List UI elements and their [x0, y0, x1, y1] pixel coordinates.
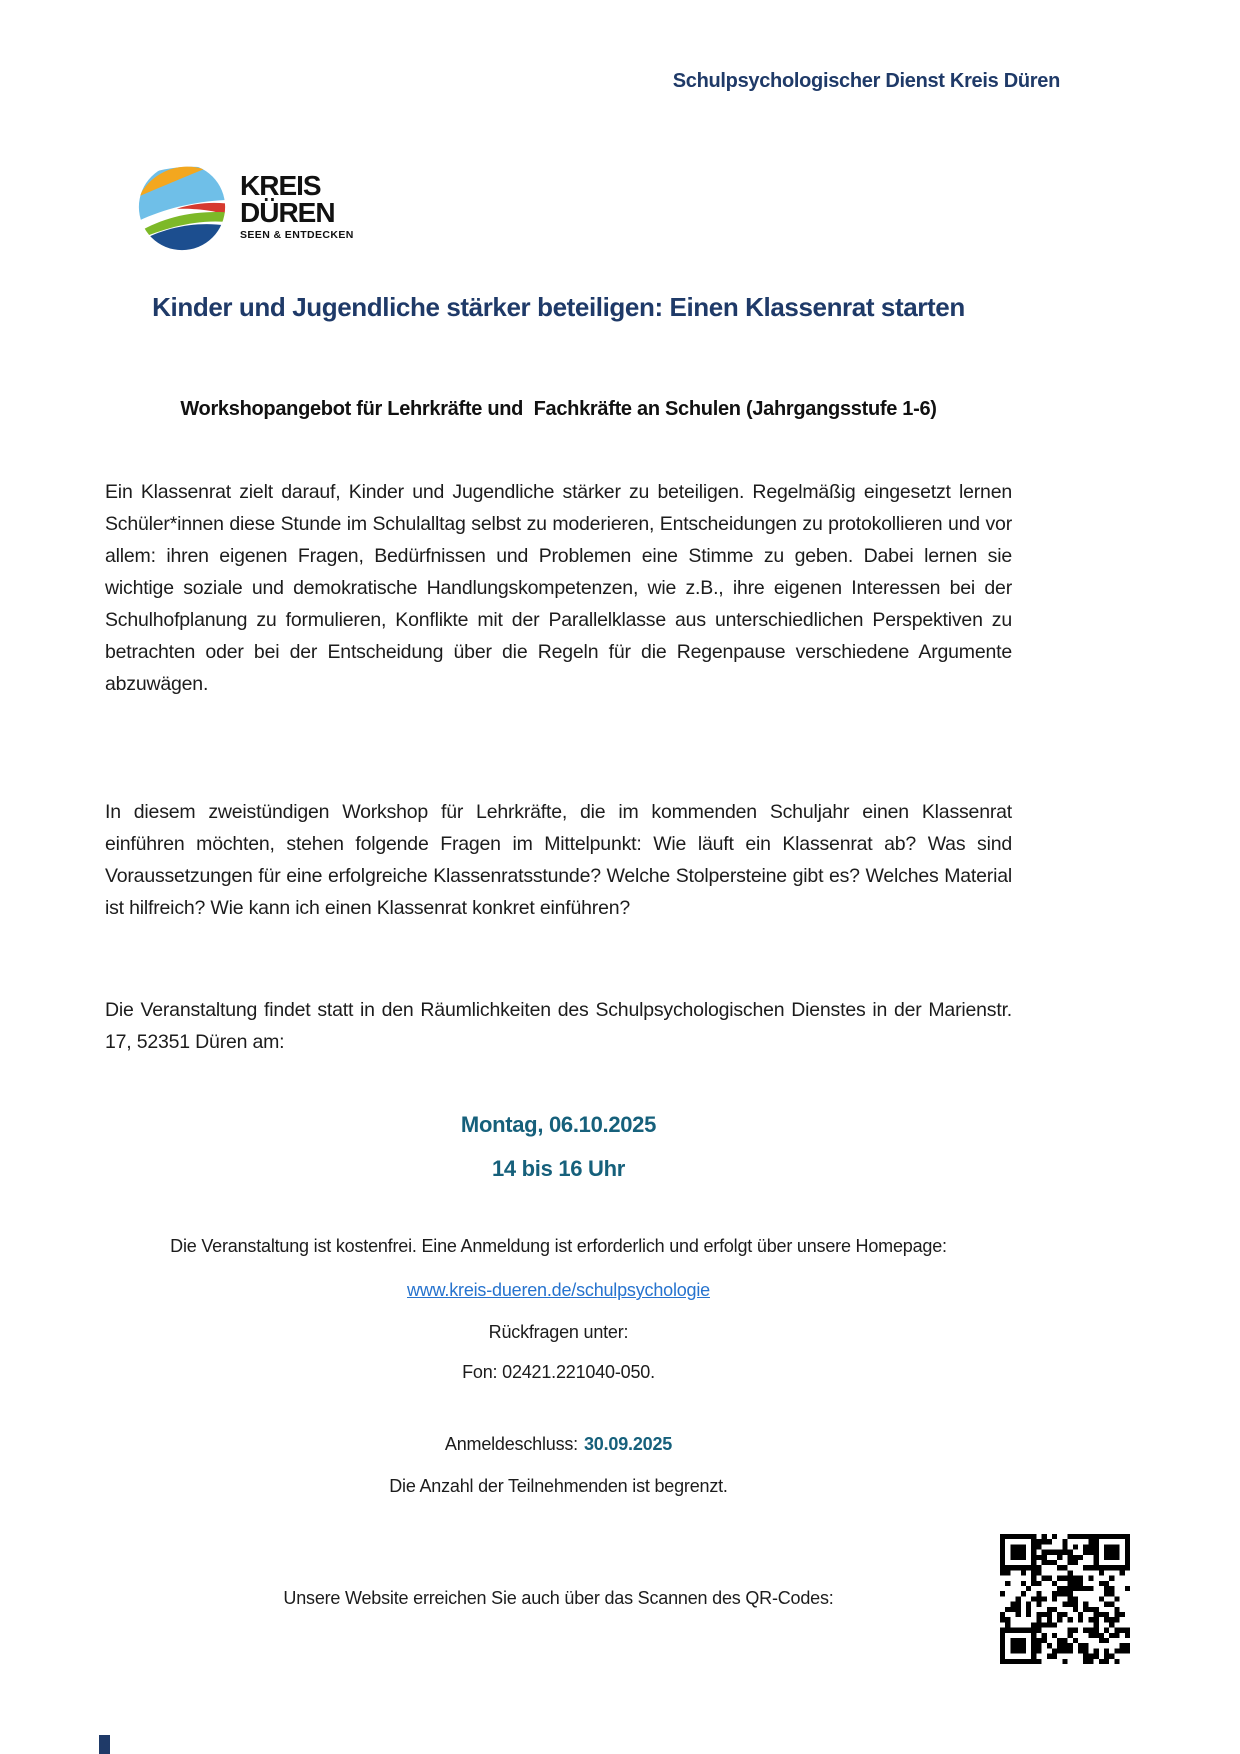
- logo-wordmark: [240, 170, 354, 241]
- header-org-name: Schulpsychologischer Dienst Kreis Düren: [672, 70, 1060, 92]
- deadline-date: 30.09.2025: [583, 1434, 673, 1454]
- deadline-line: [105, 1434, 1012, 1455]
- page-subtitle: Workshopangebot für Lehrkräfte und Fachkräfte an Schulen (Jahrgangsstufe 1-6): [180, 398, 937, 420]
- logo-word-dueren: DÜREN: [240, 197, 335, 229]
- qr-code-icon: [1000, 1534, 1130, 1664]
- registration-info: Die Veranstaltung ist kostenfrei. Eine Anmeldung ist erforderlich und erfolgt über unsere Homepage:: [170, 1236, 947, 1256]
- qr-note: Unsere Website erreichen Sie auch über das Scannen des QR-Codes:: [283, 1588, 834, 1608]
- deadline-label: Anmeldeschluss:: [444, 1434, 578, 1454]
- logo-word-kreis: KREIS: [240, 170, 321, 202]
- participant-limit: Die Anzahl der Teilnehmenden ist begrenzt.: [389, 1476, 728, 1496]
- page-title: Kinder und Jugendliche stärker beteiligen: Einen Klassenrat starten: [152, 292, 965, 322]
- paragraph-workshop-questions: In diesem zweistündigen Workshop für Lehrkräfte, die im kommenden Schuljahr einen Klassenrat einführen möchten, stehen folgende Fragen im Mittelpunkt: Wie läuft ein Klassenrat ab? Was sind Voraussetzungen für eine erfolgreiche Klassenratsstunde? Welche Stolpersteine gibt es? Welches Material ist hilfreich? Wie kann ich einen Klassenrat konkret einführen?: [105, 801, 1012, 919]
- questions-label: Rückfragen unter:: [488, 1322, 629, 1342]
- footer-text-fragment: [99, 1735, 110, 1754]
- logo-tagline: SEEN & ENTDECKEN: [240, 228, 354, 241]
- paragraph-location: Die Veranstaltung findet statt in den Räumlichkeiten des Schulpsychologischen Dienstes in der Marienstr. 17, 52351 Düren am:: [105, 999, 1012, 1053]
- kreis-dueren-logo: [138, 163, 354, 251]
- phone-number: Fon: 02421.221040-050.: [462, 1362, 655, 1382]
- logo-globe-icon: [138, 163, 226, 251]
- event-date: Montag, 06.10.2025: [460, 1112, 657, 1137]
- paragraph-intro: Ein Klassenrat zielt darauf, Kinder und Jugendliche stärker zu beteiligen. Regelmäßig eingesetzt lernen Schüler*innen diese Stunde im Schulalltag selbst zu moderieren, Entscheidungen zu protokollieren und vor allem: ihren eigenen Fragen, Bedürfnissen und Problemen eine Stimme zu geben. Dabei lernen sie wichtige soziale und demokratische Handlungskompetenzen, wie z.B., ihre eigenen Interessen bei der Schulhofplanung zu formulieren, Konflikte mit der Parallelklasse aus unterschiedlichen Perspektiven zu betrachten oder bei der Entscheidung über die Regeln für die Regenpause verschiedene Argumente abzuwägen.: [105, 481, 1012, 695]
- homepage-link[interactable]: www.kreis-dueren.de/schulpsychologie: [407, 1280, 710, 1300]
- event-time: 14 bis 16 Uhr: [491, 1156, 626, 1181]
